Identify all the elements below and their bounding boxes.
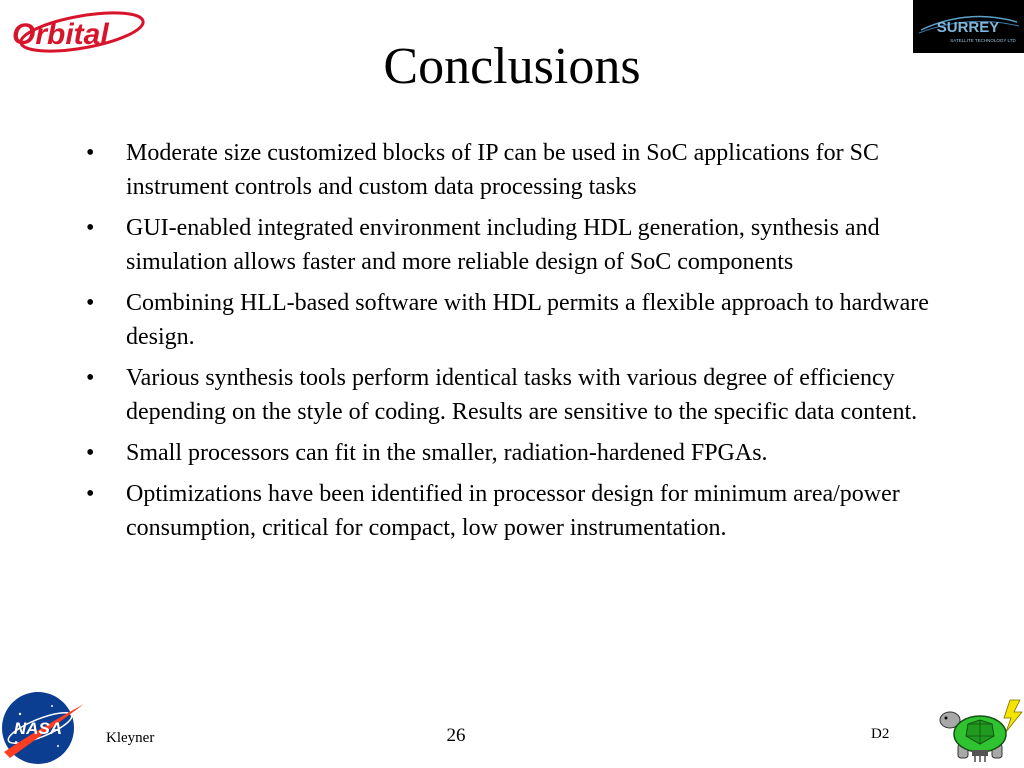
bullet-text: Combining HLL-based software with HDL permits a flexible approach to hardware design.	[126, 290, 929, 350]
bullet-text: GUI-enabled integrated environment including HDL generation, synthesis and simulation allows faster and more reliable design of SoC components	[126, 215, 880, 275]
nasa-logo	[0, 688, 88, 768]
slide-title: Conclusions	[383, 38, 641, 95]
bullet-item	[86, 477, 946, 545]
surrey-logo-subtext: SATELLITE TECHNOLOGY LTD	[950, 38, 1016, 43]
bullet-marker: •	[86, 290, 95, 316]
bullet-marker: •	[86, 140, 95, 166]
bullet-item	[86, 136, 946, 204]
bullet-marker: •	[86, 481, 95, 507]
turtle-logo	[936, 698, 1024, 768]
bullet-marker: •	[86, 215, 95, 241]
orbital-logo-text: Orbital	[12, 18, 109, 51]
bullet-text: Small processors can fit in the smaller, radiation-hardened FPGAs.	[126, 440, 768, 466]
bullet-item	[86, 286, 946, 354]
bullet-item	[86, 361, 946, 429]
bullet-item	[86, 211, 946, 279]
surrey-logo-text: SURREY	[936, 19, 1000, 36]
footer-author: Kleyner	[106, 730, 155, 746]
footer-page-number: 26	[446, 725, 466, 746]
footer-session: D2	[871, 726, 890, 742]
bullet-list	[86, 136, 946, 552]
bullet-item	[86, 436, 946, 470]
bullet-marker: •	[86, 440, 95, 466]
bullet-text: Moderate size customized blocks of IP can be used in SoC applications for SC instrument controls and custom data processing tasks	[126, 140, 879, 200]
bullet-text: Various synthesis tools perform identical tasks with various degree of efficiency depending on the style of coding. Results are sensitive to the specific data content.	[126, 365, 918, 425]
bullet-marker: •	[86, 365, 95, 391]
nasa-logo-text: NASA	[13, 719, 63, 738]
bullet-text: Optimizations have been identified in processor design for minimum area/power consumption, critical for compact, low power instrumentation.	[126, 481, 900, 541]
